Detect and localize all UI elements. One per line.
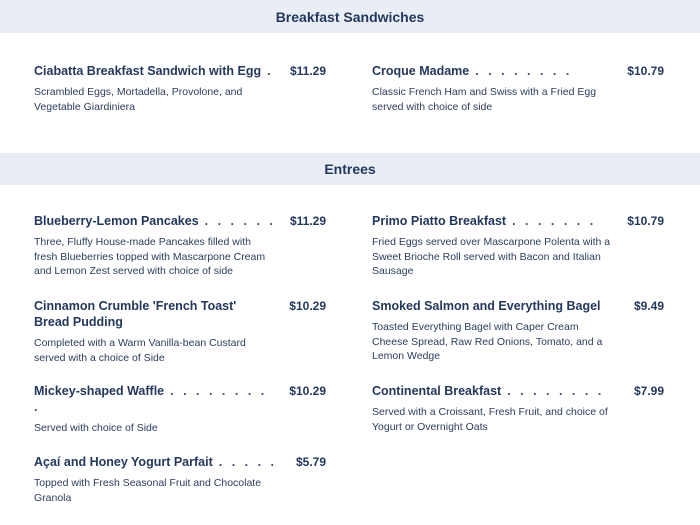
menu-item-description: Served with a Croissant, Fresh Fruit, and choice of Yogurt or Overnight Oats xyxy=(372,406,608,433)
leader-dots: . . . . . . xyxy=(204,214,276,228)
menu-item-primo-piatto-breakfast xyxy=(372,213,664,279)
menu-item-description: Three, Fluffy House-made Pancakes filled with fresh Blueberries topped with Mascarpone Cream and Lemon Zest served with choice of side xyxy=(34,236,266,277)
leader-dots: . . . . . . . xyxy=(512,214,597,228)
menu-item-acai-honey-yogurt-parfait xyxy=(34,454,326,505)
menu-item-cinnamon-crumble-french-toast xyxy=(34,298,326,365)
menu-item-price: $7.99 xyxy=(633,384,664,398)
leader-dots: . . . . . . . . . xyxy=(34,384,268,414)
menu-item-name: Croque Madame xyxy=(372,64,470,78)
section-header-entrees xyxy=(0,153,700,185)
menu-item-mickey-shaped-waffle xyxy=(34,383,326,436)
menu-item-description: Classic French Ham and Swiss with a Fried Egg served with choice of side xyxy=(372,86,597,113)
menu-item-continental-breakfast xyxy=(372,383,664,434)
menu-item-name: Açaí and Honey Yogurt Parfait xyxy=(34,455,213,469)
menu-item-name: Continental Breakfast xyxy=(372,384,502,398)
menu-item-description: Scrambled Eggs, Mortadella, Provolone, and Vegetable Giardiniera xyxy=(34,86,243,113)
menu-item-name: Blueberry-Lemon Pancakes xyxy=(34,214,199,228)
section-header-breakfast-sandwiches xyxy=(0,0,700,33)
section-title: Breakfast Sandwiches xyxy=(275,8,425,25)
menu-item-price: $10.79 xyxy=(627,214,664,228)
menu-item-blueberry-lemon-pancakes xyxy=(34,213,326,279)
menu-item-name: Smoked Salmon and Everything Bagel xyxy=(372,299,601,313)
menu-item-price: $10.29 xyxy=(289,299,326,313)
menu-item-price: $10.79 xyxy=(627,64,664,78)
menu-item-description: Topped with Fresh Seasonal Fruit and Chocolate Granola xyxy=(34,477,262,504)
menu-item-name: Mickey-shaped Waffle xyxy=(34,384,165,398)
leader-dots: . . . . . . . . xyxy=(475,64,573,78)
menu-item-description: Served with choice of Side xyxy=(34,422,158,434)
leader-dots: . . . . . . . . xyxy=(507,384,605,398)
leader-dots: . . . . . xyxy=(218,455,278,469)
menu-item-croque-madame xyxy=(372,63,664,114)
menu-item-smoked-salmon-bagel xyxy=(372,298,664,364)
menu-item-price: $10.29 xyxy=(289,384,326,398)
menu-item-price: $11.29 xyxy=(289,214,326,228)
menu-item-ciabatta-breakfast-sandwich xyxy=(34,63,326,114)
menu-item-description: Fried Eggs served over Mascarpone Polenta with a Sweet Brioche Roll served with Bacon and Italian Sausage xyxy=(372,236,611,277)
menu-item-description: Toasted Everything Bagel with Caper Cream Cheese Spread, Raw Red Onions, Tomato, and a Lemon Wedge xyxy=(372,321,603,362)
menu-item-price: $5.79 xyxy=(295,455,326,469)
leader-dots: . xyxy=(267,64,274,78)
menu-item-price: $11.29 xyxy=(289,64,326,78)
section-title: Entrees xyxy=(324,161,376,177)
menu-item-name: Ciabatta Breakfast Sandwich with Egg xyxy=(34,64,262,78)
menu-item-description: Completed with a Warm Vanilla-bean Custard served with a choice of Side xyxy=(34,337,246,364)
menu-item-price: $9.49 xyxy=(633,299,664,313)
menu-item-name: Cinnamon Crumble 'French Toast' Bread Pudding xyxy=(34,299,237,329)
menu-item-name: Primo Piatto Breakfast xyxy=(372,214,507,228)
